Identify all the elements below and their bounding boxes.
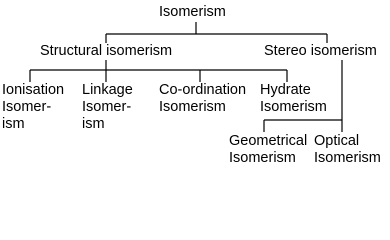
optical-isomerism-label: Optical Isomerism: [314, 133, 381, 166]
stereo-isomerism-label: Stereo isomerism: [264, 43, 377, 59]
geometrical-isomerism-label: Geometrical Isomerism: [229, 133, 308, 166]
linkage-isomerism-label: Linkage Isomer- ism: [82, 82, 133, 132]
root-label: Isomerism: [159, 4, 226, 20]
coordination-isomerism-label: Co-ordination Isomerism: [159, 82, 247, 115]
ionisation-isomerism-label: Ionisation Isomer- ism: [2, 82, 65, 132]
hydrate-isomerism-label: Hydrate Isomerism: [260, 82, 327, 115]
structural-isomerism-label: Structural isomerism: [40, 43, 173, 59]
